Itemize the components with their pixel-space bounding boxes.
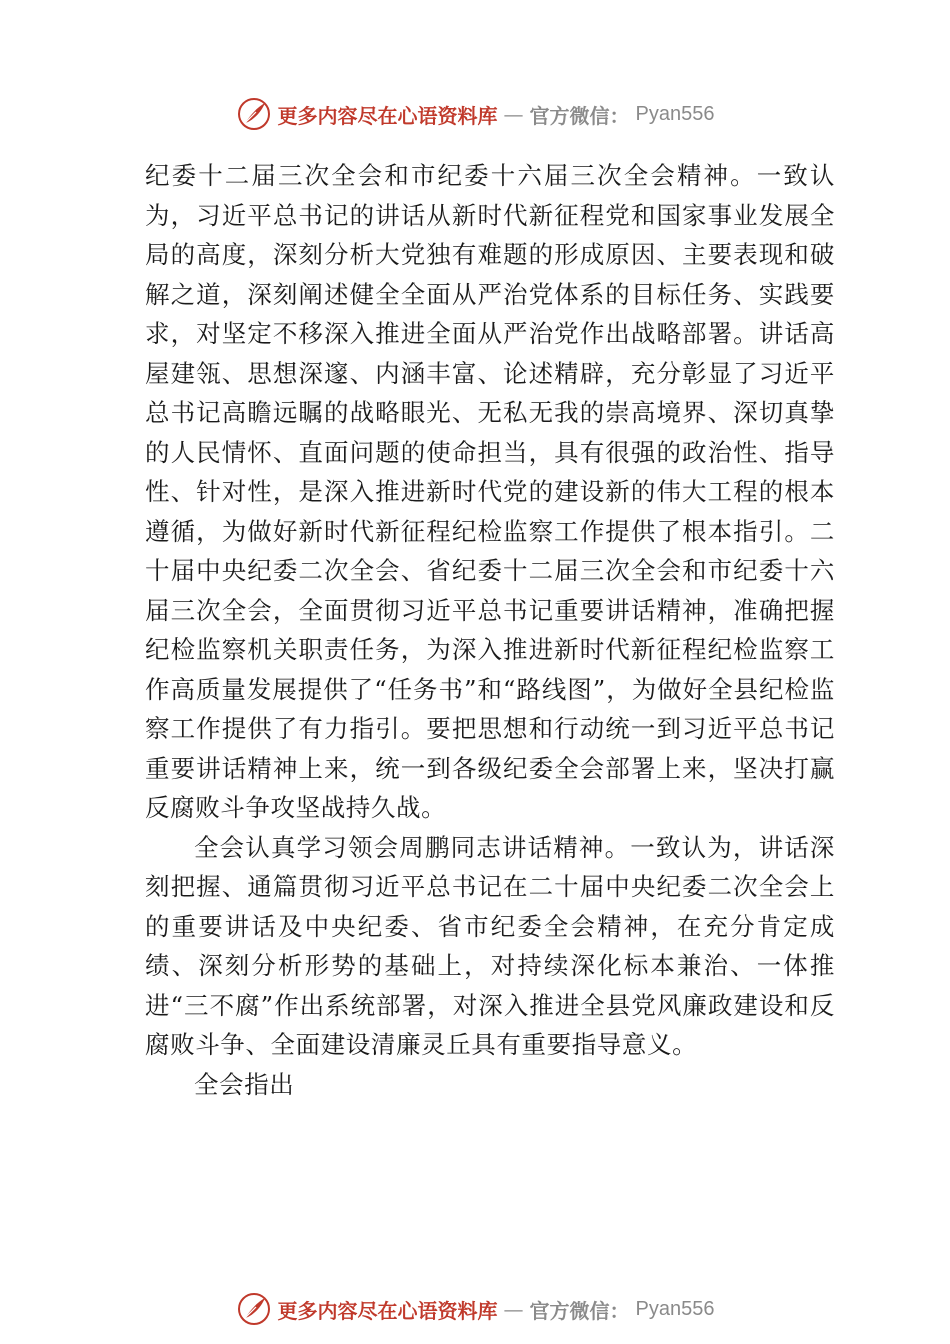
quill-feather-logo-icon: [236, 1291, 272, 1327]
paragraph-1: 纪委十二届三次全会和市纪委十六届三次全会精神。一致认为，习近平总书记的讲话从新时代新征程党和国家事业发展全局的高度，深刻分析大党独有难题的形成原因、主要表现和破解之道，深刻阐述健全全面从严治党体系的目标任务、实践要求，对坚定不移深入推进全面从严治党作出战略部署。讲话高屋建瓴、思想深邃、内涵丰富、论述精辟，充分彰显了习近平总书记高瞻远瞩的战略眼光、无私无我的崇高境界、深切真挚的人民情怀、直面问题的使命担当，具有很强的政治性、指导性、针对性，是深入推进新时代党的建设新的伟大工程的根本遵循，为做好新时代新征程纪检监察工作提供了根本指引。二十届中央纪委二次全会、省纪委十二届三次全会和市纪委十六届三次全会，全面贯彻习近平总书记重要讲话精神，准确把握纪检监察机关职责任务，为深入推进新时代新征程纪检监察工作高质量发展提供了“任务书”和“路线图”，为做好全县纪检监察工作提供了有力指引。要把思想和行动统一到习近平总书记重要讲话精神上来，统一到各级纪委全会部署上来，坚决打赢反腐败斗争攻坚战持久战。: [145, 161, 835, 822]
watermark-dash: —: [503, 102, 524, 126]
watermark-dash: —: [503, 1297, 524, 1321]
watermark-wechat-label: 官方微信：: [529, 103, 630, 128]
watermark-wechat-id: Pyan556: [635, 1297, 715, 1320]
document-body: [145, 156, 835, 1104]
paragraph-3: 全会指出: [194, 1069, 295, 1099]
watermark-wechat-label: 官方微信：: [529, 1298, 630, 1323]
watermark-site-name: 更多内容尽在心语资料库: [277, 103, 498, 128]
paragraph-2: 全会认真学习领会周鹏同志讲话精神。一致认为，讲话深刻把握、通篇贯彻习近平总书记在二十届中央纪委二次全会上的重要讲话及中央纪委、省市纪委全会精神，在充分肯定成绩、深刻分析形势的基础上，对持续深化标本兼治、一体推进“三不腐”作出系统部署，对深入推进全县党风廉政建设和反腐败斗争、全面建设清廉灵丘具有重要指导意义。: [145, 832, 835, 1059]
watermark-banner-top: [0, 92, 950, 136]
watermark-wechat-id: Pyan556: [635, 102, 715, 125]
watermark-banner-bottom: [0, 1287, 950, 1331]
quill-feather-logo-icon: [236, 96, 272, 132]
watermark-site-name: 更多内容尽在心语资料库: [277, 1298, 498, 1323]
